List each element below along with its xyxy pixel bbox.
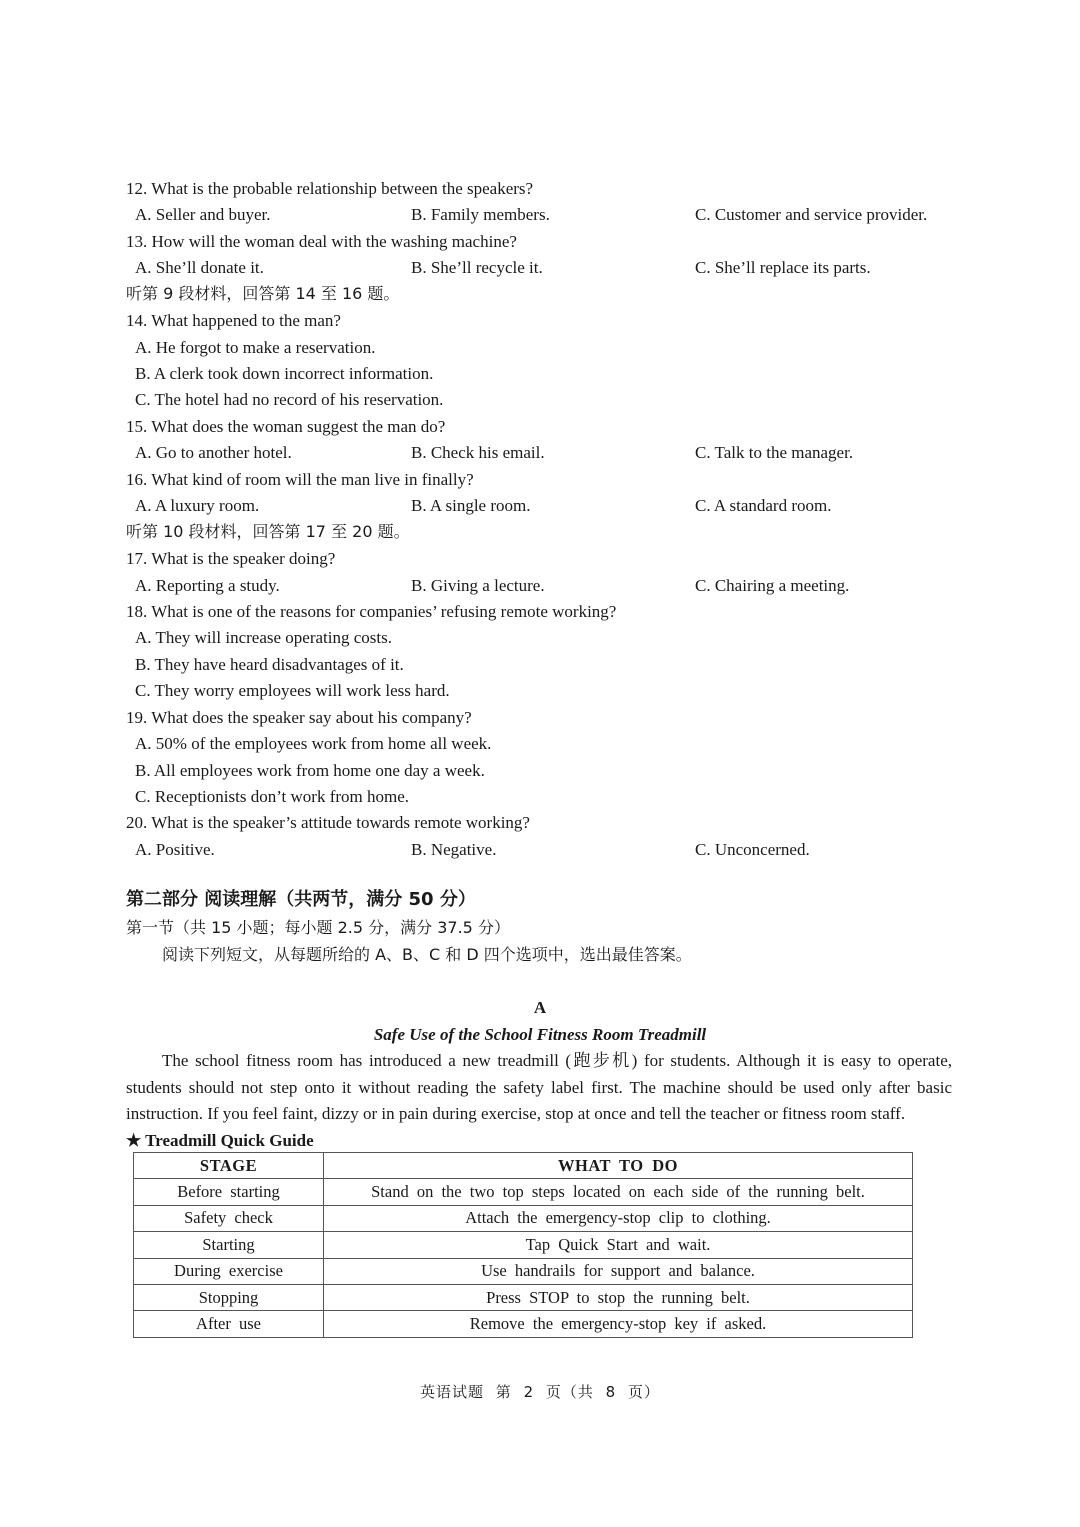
question-13-option-b: B. She’ll recycle it. xyxy=(411,258,543,277)
question-13-option-c: C. She’ll replace its parts. xyxy=(695,258,871,277)
treadmill-guide-table xyxy=(133,1152,913,1338)
question-13-stem: 13. How will the woman deal with the washing machine? xyxy=(126,232,517,251)
table-header-row xyxy=(134,1153,913,1179)
question-18-option-a: A. They will increase operating costs. xyxy=(135,628,392,647)
guide-title: ★ Treadmill Quick Guide xyxy=(126,1131,314,1150)
passage-body xyxy=(126,1048,952,1128)
question-16-option-b: B. A single room. xyxy=(411,496,531,515)
question-18-stem: 18. What is one of the reasons for companies’ refusing remote working? xyxy=(126,602,617,621)
stage-cell: During exercise xyxy=(134,1258,324,1284)
header-what-to-do: WHAT TO DO xyxy=(324,1153,913,1179)
question-18-option-b: B. They have heard disadvantages of it. xyxy=(135,655,404,674)
question-17-option-a: A. Reporting a study. xyxy=(135,576,280,595)
table-row xyxy=(134,1205,913,1231)
question-14-stem: 14. What happened to the man? xyxy=(126,311,341,330)
passage-paragraph: The school fitness room has introduced a new treadmill (跑步机) for students. Although it is easy to operate, students should not step onto it without reading the safety label first. The machine should be used only after basic instruction. If you feel faint, dizzy or in pain during exercise, stop at once and tell the teacher or fitness room staff. xyxy=(126,1051,952,1123)
action-cell: Attach the emergency-stop clip to clothing. xyxy=(324,1205,913,1231)
table-row xyxy=(134,1311,913,1337)
table-row xyxy=(134,1179,913,1205)
question-19-option-c: C. Receptionists don’t work from home. xyxy=(135,787,410,806)
question-15-option-a: A. Go to another hotel. xyxy=(135,443,292,462)
question-20-option-a: A. Positive. xyxy=(135,840,215,859)
question-15-option-c: C. Talk to the manager. xyxy=(695,443,854,462)
question-20-option-c: C. Unconcerned. xyxy=(695,840,810,859)
question-17-option-c: C. Chairing a meeting. xyxy=(695,576,850,595)
question-13-option-a: A. She’ll donate it. xyxy=(135,258,264,277)
direction-material-10: 听第 10 段材料，回答第 17 至 20 题。 xyxy=(126,522,410,541)
passage-title: Safe Use of the School Fitness Room Treadmill xyxy=(373,1025,707,1044)
question-14-option-b: B. A clerk took down incorrect information. xyxy=(135,364,434,383)
action-cell: Remove the emergency-stop key if asked. xyxy=(324,1311,913,1337)
question-19-stem: 19. What does the speaker say about his company? xyxy=(126,708,472,727)
question-20-stem: 20. What is the speaker’s attitude towards remote working? xyxy=(126,813,530,832)
question-20-option-b: B. Negative. xyxy=(411,840,497,859)
section-one-heading: 第一节（共 15 小题；每小题 2.5 分，满分 37.5 分） xyxy=(126,918,510,937)
table-row xyxy=(134,1232,913,1258)
question-14-option-c: C. The hotel had no record of his reservation. xyxy=(135,390,444,409)
page-footer: 英语试题 第 2 页（共 8 页） xyxy=(420,1383,660,1401)
stage-cell: Starting xyxy=(134,1232,324,1258)
stage-cell: After use xyxy=(134,1311,324,1337)
question-19-option-a: A. 50% of the employees work from home all week. xyxy=(135,734,492,753)
question-15-stem: 15. What does the woman suggest the man do? xyxy=(126,417,446,436)
stage-cell: Stopping xyxy=(134,1284,324,1310)
question-16-stem: 16. What kind of room will the man live in finally? xyxy=(126,470,474,489)
passage-letter: A xyxy=(533,998,547,1017)
question-18-option-c: C. They worry employees will work less hard. xyxy=(135,681,450,700)
question-17-stem: 17. What is the speaker doing? xyxy=(126,549,336,568)
question-12-stem: 12. What is the probable relationship between the speakers? xyxy=(126,179,534,198)
question-12-option-c: C. Customer and service provider. xyxy=(695,205,928,224)
action-cell: Tap Quick Start and wait. xyxy=(324,1232,913,1258)
stage-cell: Before starting xyxy=(134,1179,324,1205)
table-row xyxy=(134,1258,913,1284)
question-16-option-c: C. A standard room. xyxy=(695,496,832,515)
action-cell: Use handrails for support and balance. xyxy=(324,1258,913,1284)
action-cell: Stand on the two top steps located on each side of the running belt. xyxy=(324,1179,913,1205)
question-14-option-a: A. He forgot to make a reservation. xyxy=(135,338,376,357)
direction-material-9: 听第 9 段材料，回答第 14 至 16 题。 xyxy=(126,284,400,303)
part-two-heading: 第二部分 阅读理解（共两节，满分 50 分） xyxy=(126,889,476,910)
action-cell: Press STOP to stop the running belt. xyxy=(324,1284,913,1310)
header-stage: STAGE xyxy=(134,1153,324,1179)
question-16-option-a: A. A luxury room. xyxy=(135,496,260,515)
table-row xyxy=(134,1284,913,1310)
question-12-option-b: B. Family members. xyxy=(411,205,550,224)
question-12-option-a: A. Seller and buyer. xyxy=(135,205,271,224)
question-19-option-b: B. All employees work from home one day a week. xyxy=(135,761,485,780)
question-17-option-b: B. Giving a lecture. xyxy=(411,576,545,595)
question-15-option-b: B. Check his email. xyxy=(411,443,545,462)
reading-instruction: 阅读下列短文，从每题所给的 A、B、C 和 D 四个选项中，选出最佳答案。 xyxy=(162,945,692,964)
stage-cell: Safety check xyxy=(134,1205,324,1231)
